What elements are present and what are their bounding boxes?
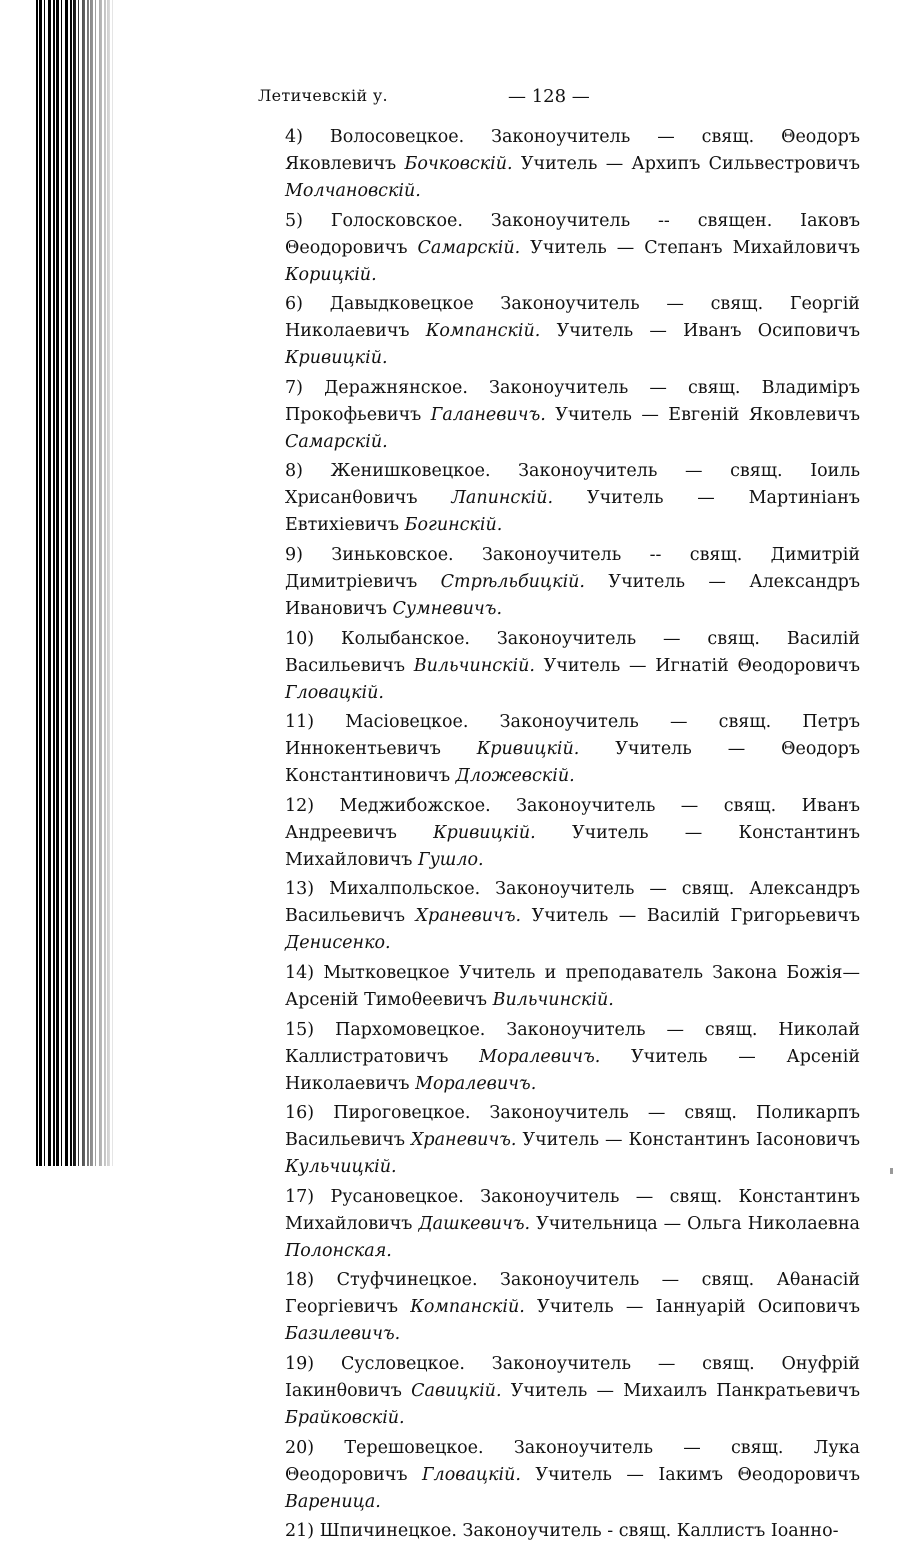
catechist-surname: Лапинскій.	[451, 488, 554, 509]
school-name: Деражнянское.	[324, 377, 468, 398]
catechist-text: Учитель и преподаватель Закона Божія—Арсеній Тимоθеевичъ	[285, 962, 860, 1010]
catechist-surname: Храневичъ.	[415, 906, 522, 927]
entry-number: 7)	[285, 377, 303, 398]
entry-number: 13)	[285, 879, 315, 900]
entry-number: 20)	[285, 1437, 315, 1458]
entry-number: 11)	[285, 712, 315, 733]
school-entry	[248, 1518, 860, 1545]
school-name: Терешовецкое.	[344, 1437, 484, 1458]
catechist-surname: Галаневичъ.	[430, 404, 546, 425]
catechist-text: Законоучитель — свящ. Николай Каллистратовичъ	[285, 1019, 860, 1067]
school-entry	[248, 458, 860, 539]
catechist-text: Законоучитель — свящ. Іоиль Хрисанθовичъ	[285, 461, 860, 509]
catechist-text: Законоучитель — свящ. Иванъ Андреевичъ	[285, 795, 860, 843]
catechist-surname: Храневичъ.	[410, 1130, 517, 1151]
catechist-surname: Вильчинскій.	[413, 655, 535, 676]
catechist-surname: Стрѣльбицкій.	[440, 571, 585, 592]
catechist-surname: Дашкевичъ.	[418, 1213, 531, 1234]
teacher-text: Учитель — Евгеній Яковлевичъ	[545, 404, 860, 425]
entry-number: 16)	[285, 1103, 315, 1124]
catechist-surname: Моралевичъ.	[479, 1046, 601, 1067]
teacher-surname: Кульчицкій.	[285, 1157, 397, 1178]
school-entry	[248, 1435, 860, 1516]
catechist-text: Законоучитель — свящ. Константинъ Михайловичъ	[285, 1186, 860, 1234]
school-name: Русановецкое.	[330, 1186, 464, 1207]
school-entry	[248, 1351, 860, 1432]
teacher-text: Учитель — Александръ Ивановичъ	[285, 571, 860, 619]
catechist-text: Законоучитель -- священ. Іаковъ Θеодоровичъ	[285, 210, 860, 258]
entry-number: 4)	[285, 127, 303, 147]
catechist-text: Законоучитель — свящ. Онуфрій Іакинθовичъ	[285, 1353, 860, 1401]
catechist-text: Законоучитель -- свящ. Димитрій Димитріевичъ	[285, 544, 860, 592]
catechist-text: Законоучитель — свящ. Георгій Николаевичъ	[285, 294, 860, 342]
school-name: Голосковское.	[330, 210, 463, 231]
entry-number: 21)	[285, 1521, 315, 1542]
catechist-text: Законоучитель — свящ. Θеодоръ Яковлевичъ	[285, 127, 860, 174]
school-name: Шпичинецкое.	[319, 1521, 457, 1542]
page-number: — 128 —	[508, 86, 590, 107]
book-spine-scan-edge	[36, 0, 114, 1166]
teacher-text: Учитель — Іакимъ Θеодоровичъ	[520, 1464, 861, 1485]
teacher-surname: Дложевскій.	[455, 766, 575, 787]
school-entry	[248, 626, 860, 707]
school-entry	[248, 124, 860, 205]
catechist-surname: Компанскій.	[410, 1297, 525, 1318]
entry-number: 18)	[285, 1270, 315, 1291]
school-entry	[248, 793, 860, 874]
teacher-text: Учитель — Арсеній Николаевичъ	[285, 1046, 860, 1094]
teacher-text: Учитель — Θеодоръ Константиновичъ	[285, 739, 861, 787]
school-entry	[248, 876, 860, 957]
teacher-text: Учитель — Константинъ Іасоновичъ	[516, 1130, 860, 1151]
school-name: Мытковецкое	[323, 962, 450, 983]
school-name: Сусловецкое.	[340, 1353, 465, 1374]
school-name: Колыбанское.	[341, 628, 470, 649]
teacher-surname: Молчановскій.	[285, 181, 421, 201]
school-name: Масіовецкое.	[345, 712, 469, 733]
teacher-text: Учитель — Архипъ Сильвестровичъ	[512, 154, 860, 174]
school-name: Меджибожское.	[339, 795, 491, 816]
catechist-surname: Бочковскій.	[404, 154, 513, 174]
school-name: Давыдковецкое	[329, 294, 474, 315]
teacher-surname: Гушло.	[418, 849, 484, 870]
catechist-text: Законоучитель — свящ. Поликарпъ Васильевичъ	[285, 1103, 860, 1151]
teacher-surname: Гловацкій.	[285, 682, 384, 703]
catechist-surname: Компанскій.	[425, 321, 541, 342]
entry-number: 6)	[285, 294, 303, 315]
teacher-surname: Моралевичъ.	[415, 1073, 537, 1094]
catechist-text: Законоучитель - свящ. Каллистъ Іоанно-	[456, 1521, 839, 1542]
entry-number: 14)	[285, 962, 315, 983]
teacher-surname: Кривицкій.	[285, 348, 388, 369]
catechist-surname: Гловацкій.	[421, 1464, 521, 1485]
catechist-text: Законоучитель — свящ. Лука Θеодоровичъ	[285, 1437, 860, 1485]
entry-number: 19)	[285, 1353, 315, 1374]
entry-number: 10)	[285, 628, 315, 649]
catechist-text: Законоучитель — свящ. Владиміръ Прокофьевичъ	[285, 377, 860, 425]
school-entry	[248, 291, 860, 372]
page-header	[258, 86, 858, 114]
teacher-surname: Богинскій.	[404, 515, 503, 536]
catechist-text: Законоучитель — свящ. Петръ Иннокентьевичъ	[285, 712, 860, 760]
entry-number: 5)	[285, 210, 303, 231]
teacher-text: Учитель — Константинъ Михайловичъ	[285, 822, 860, 870]
teacher-text: Учитель — Василій Григорьевичъ	[521, 906, 860, 927]
school-name: Женишковецкое.	[330, 461, 491, 482]
catechist-text: Законоучитель — свящ. Александръ Васильевичъ	[285, 879, 860, 927]
teacher-surname: Самарскій.	[285, 431, 388, 452]
teacher-surname: Базилевичъ.	[285, 1324, 401, 1345]
teacher-surname: Брайковскій.	[285, 1407, 405, 1428]
school-list	[248, 124, 860, 1548]
teacher-text: Учитель — Иванъ Осиповичъ	[540, 321, 861, 342]
entry-number: 17)	[285, 1186, 315, 1207]
school-entry	[248, 960, 860, 1014]
catechist-text: Законоучитель — свящ. Василій Васильевичъ	[285, 628, 860, 676]
teacher-surname: Денисенко.	[285, 933, 391, 954]
school-entry	[248, 375, 860, 456]
teacher-surname: Полонская.	[285, 1240, 392, 1261]
teacher-text: Учитель — Іаннуарій Осиповичъ	[524, 1297, 860, 1318]
school-entry	[248, 542, 860, 623]
school-entry	[248, 1267, 860, 1348]
teacher-text: Учительница — Ольга Николаевна	[530, 1213, 860, 1234]
teacher-surname: Корицкій.	[285, 264, 377, 285]
entry-number: 9)	[285, 544, 303, 565]
teacher-text: Учитель — Игнатій Θеодоровичъ	[534, 655, 861, 676]
catechist-surname: Самарскій.	[417, 237, 521, 258]
school-name: Михалпольское.	[329, 879, 481, 900]
teacher-text: Учитель — Михаилъ Панкратьевичъ	[501, 1380, 860, 1401]
district-running-head: Летичевскій у.	[258, 86, 388, 105]
entry-number: 8)	[285, 461, 303, 482]
school-entry	[248, 1100, 860, 1181]
school-name: Стуфчинецкое.	[336, 1270, 478, 1291]
catechist-surname: Кривицкій.	[433, 822, 536, 843]
teacher-text: Учитель — Степанъ Михайловичъ	[520, 237, 860, 258]
entry-number: 12)	[285, 795, 315, 816]
scan-speck	[890, 1168, 893, 1174]
entry-number: 15)	[285, 1019, 315, 1040]
catechist-surname: Кривицкій.	[476, 739, 580, 760]
school-entry	[248, 1017, 860, 1098]
catechist-text: Законоучитель — свящ. Аθанасій Георгіевичъ	[285, 1270, 860, 1318]
school-entry	[248, 1184, 860, 1265]
school-entry	[248, 208, 860, 289]
school-name: Волосовецкое.	[329, 127, 465, 147]
teacher-text: Учитель — Мартиніанъ Евтихіевичъ	[285, 488, 860, 536]
catechist-surname: Вильчинскій.	[492, 989, 614, 1010]
teacher-surname: Сумневичъ.	[392, 598, 503, 619]
school-name: Зиньковское.	[331, 544, 454, 565]
catechist-surname: Савицкій.	[411, 1380, 502, 1401]
teacher-surname: Вареница.	[285, 1491, 381, 1512]
school-name: Пархомовецкое.	[335, 1019, 486, 1040]
school-name: Пироговецкое.	[333, 1103, 471, 1124]
school-entry	[248, 709, 860, 790]
